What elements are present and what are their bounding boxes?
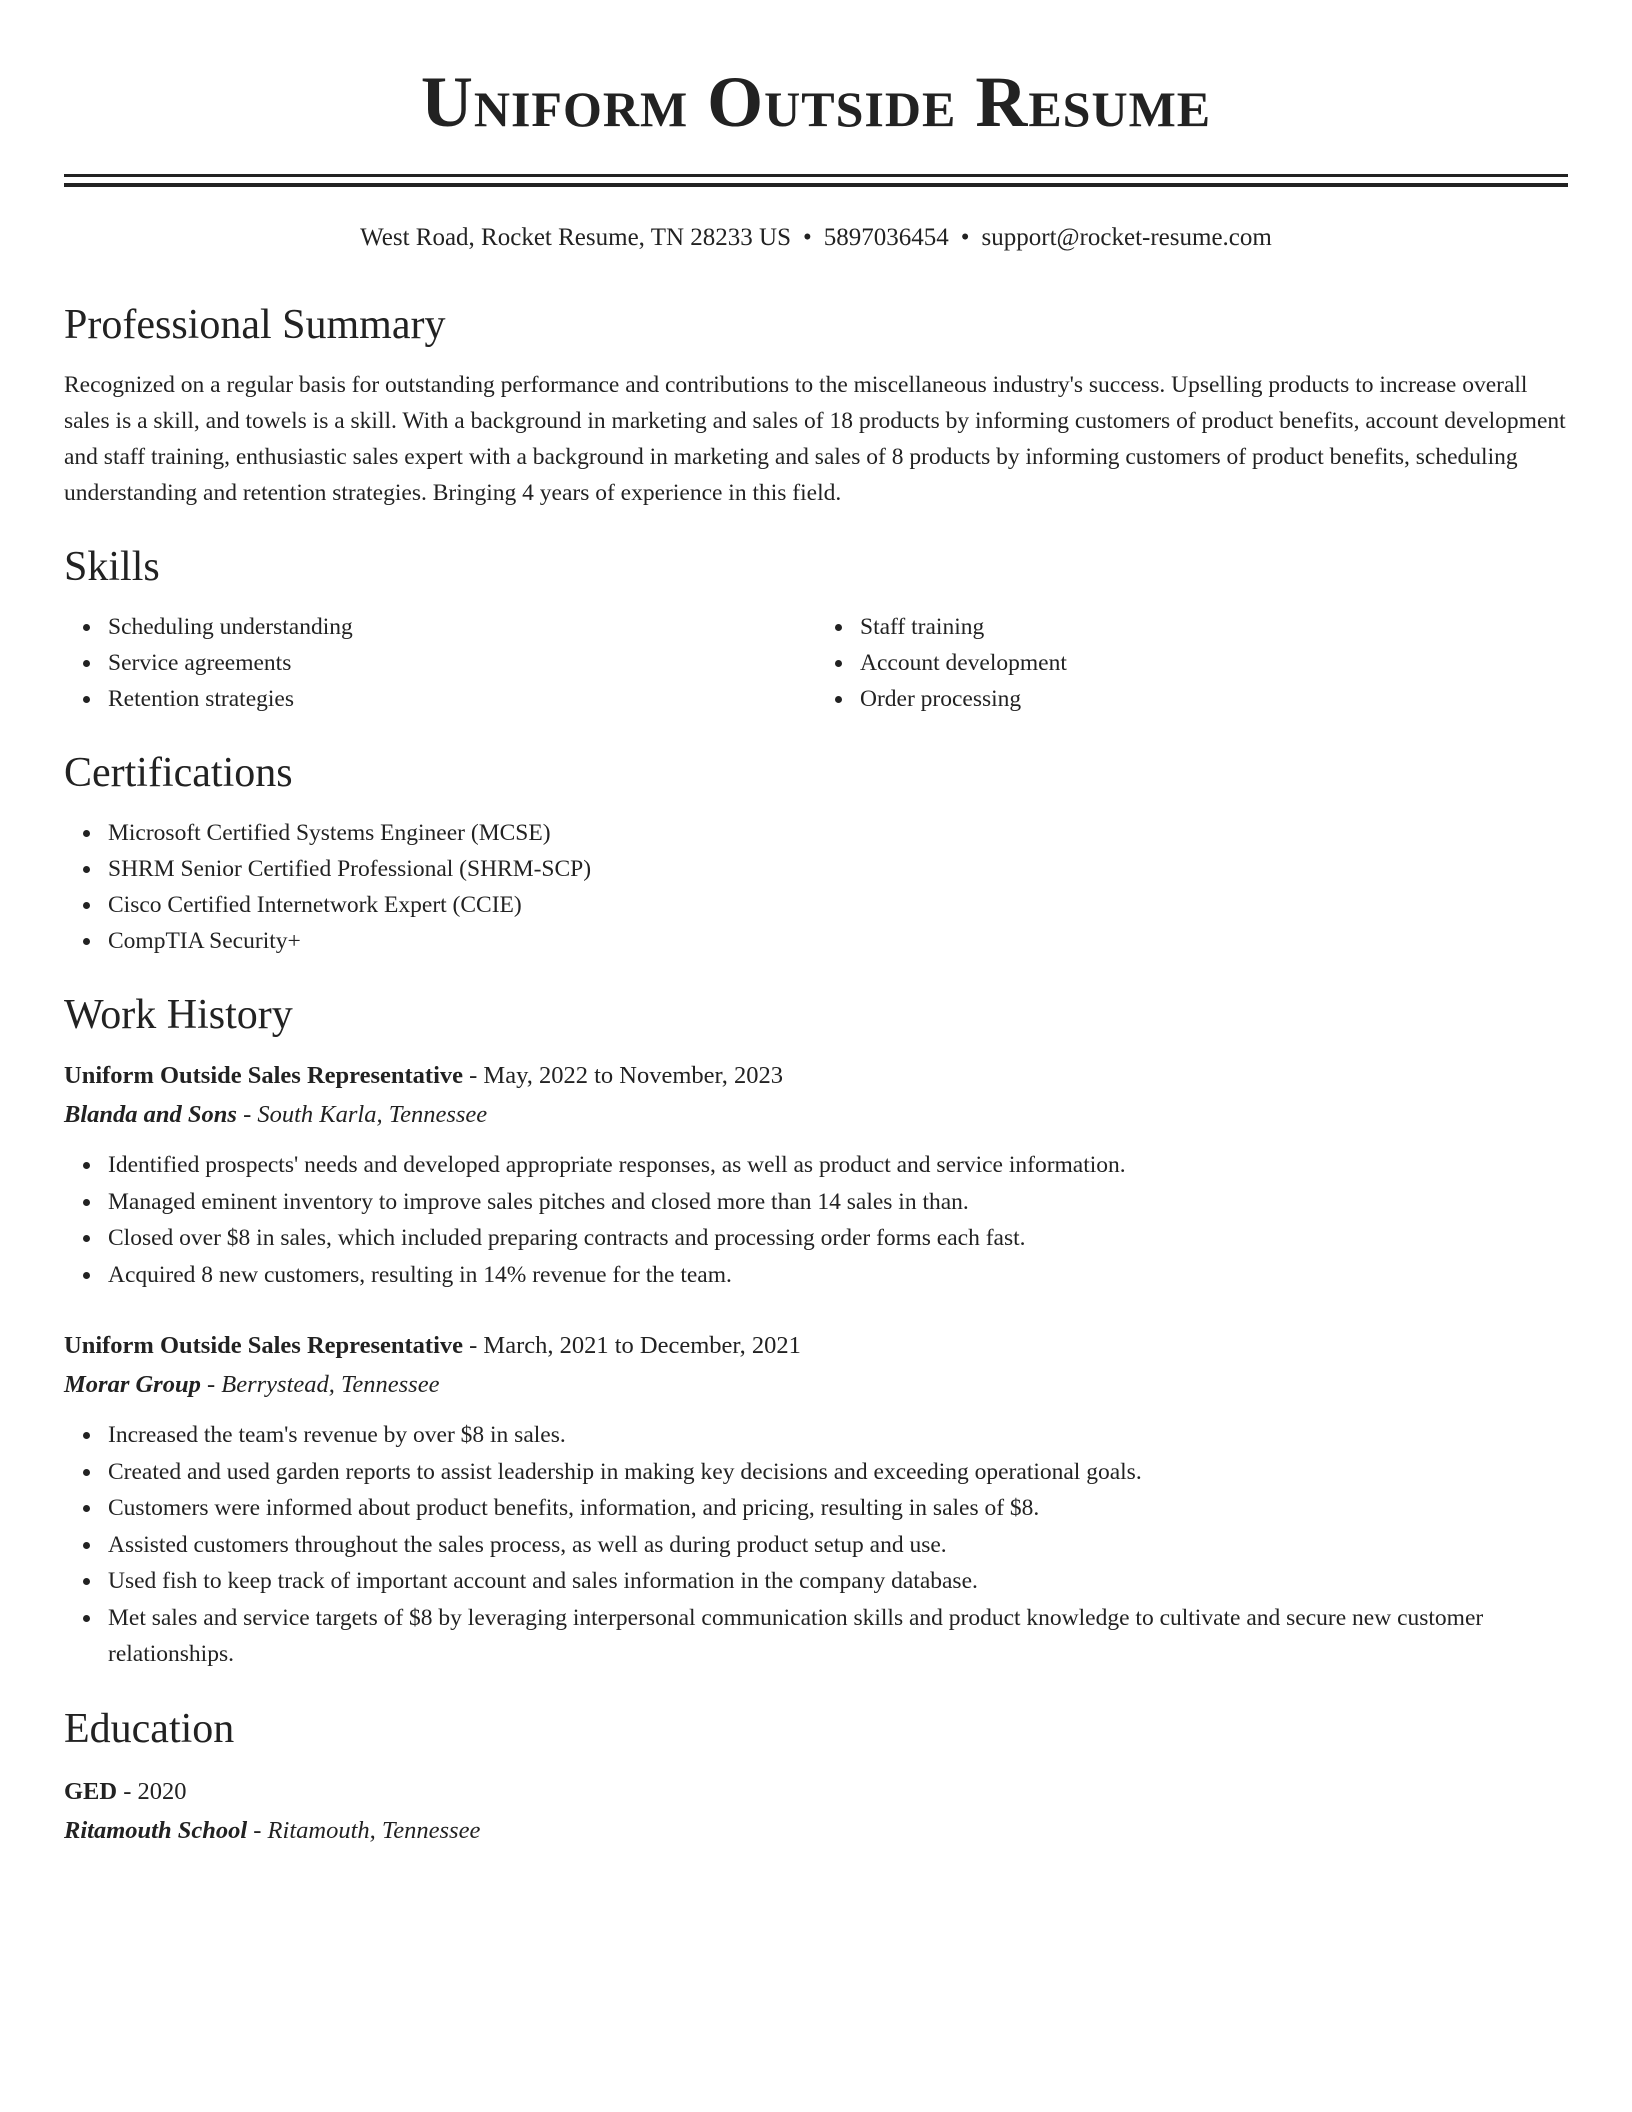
job-bullets: [64, 1417, 1568, 1673]
job-bullet: Created and used garden reports to assist leadership in making key decisions and exceeding operational goals.: [108, 1454, 1568, 1491]
job-bullet: Customers were informed about product benefits, information, and pricing, resulting in sales of $8.: [108, 1490, 1568, 1527]
education-school-line: [64, 1811, 1568, 1851]
job-company: Morar Group: [64, 1371, 201, 1398]
job-bullet: Met sales and service targets of $8 by leveraging interpersonal communication skills and product knowledge to cultivate and secure new customer relationships.: [108, 1600, 1568, 1673]
contact-phone: 5897036454: [823, 224, 949, 251]
job-location: - South Karla, Tennessee: [236, 1101, 488, 1128]
title-rule-top: [64, 174, 1568, 177]
certifications-list: [64, 815, 1568, 959]
skills-columns: [64, 609, 1568, 717]
education-location: - Ritamouth, Tennessee: [247, 1816, 481, 1844]
certification-item: CompTIA Security+: [108, 923, 1568, 959]
skills-section: [64, 541, 1568, 717]
job-bullet: Increased the team's revenue by over $8 in sales.: [108, 1417, 1568, 1454]
title-rule-bottom: [64, 183, 1568, 187]
job-title: Uniform Outside Sales Representative: [64, 1062, 463, 1089]
job-bullet: Acquired 8 new customers, resulting in 14% revenue for the team.: [108, 1257, 1568, 1294]
job-entry: [64, 1057, 1568, 1293]
skill-item: Service agreements: [108, 645, 816, 681]
job-bullet: Identified prospects' needs and developed appropriate responses, as well as product and service information.: [108, 1147, 1568, 1184]
job-bullet: Used fish to keep track of important account and sales information in the company database.: [108, 1563, 1568, 1600]
job-location: - Berrystead, Tennessee: [200, 1371, 440, 1398]
education-school: Ritamouth School: [64, 1816, 248, 1844]
certification-item: Microsoft Certified Systems Engineer (MCSE): [108, 815, 1568, 851]
education-entry: [64, 1773, 1568, 1851]
skills-heading: Skills: [64, 544, 160, 590]
skills-list-right: [816, 609, 1568, 717]
contact-separator: •: [803, 224, 812, 251]
skill-item: Account development: [860, 645, 1568, 681]
skill-item: Scheduling understanding: [108, 609, 816, 645]
education-section: [64, 1703, 1568, 1851]
job-bullet: Closed over $8 in sales, which included preparing contracts and processing order forms each fast.: [108, 1220, 1568, 1257]
education-degree-line: [64, 1773, 1568, 1811]
certifications-heading: Certifications: [64, 750, 293, 796]
job-company: Blanda and Sons: [64, 1101, 237, 1128]
job-bullet: Managed eminent inventory to improve sales pitches and closed more than 14 sales in than.: [108, 1184, 1568, 1221]
job-company-line: [64, 1095, 1568, 1135]
certification-item: SHRM Senior Certified Professional (SHRM-SCP): [108, 851, 1568, 887]
job-company-line: [64, 1365, 1568, 1405]
job-dates: - May, 2022 to November, 2023: [463, 1062, 783, 1089]
job-entry: [64, 1327, 1568, 1673]
skills-list-left: [64, 609, 816, 717]
work-history-heading: Work History: [64, 992, 293, 1038]
job-bullets: [64, 1147, 1568, 1293]
skill-item: Retention strategies: [108, 681, 816, 717]
skill-item: Order processing: [860, 681, 1568, 717]
contact-line: [64, 221, 1568, 255]
education-degree: GED: [64, 1777, 118, 1805]
job-title: Uniform Outside Sales Representative: [64, 1332, 463, 1359]
education-heading: Education: [64, 1705, 235, 1752]
skill-item: Staff training: [860, 609, 1568, 645]
contact-separator: •: [960, 224, 970, 251]
education-year: - 2020: [117, 1777, 187, 1805]
contact-address: West Road, Rocket Resume, TN 28233 US: [360, 224, 791, 251]
summary-heading: Professional Summary: [64, 302, 446, 348]
job-title-line: [64, 1327, 1568, 1365]
resume-title: Uniform Outside Resume: [420, 62, 1212, 142]
professional-summary-section: [64, 299, 1568, 511]
job-title-line: [64, 1057, 1568, 1095]
certifications-section: [64, 747, 1568, 959]
certification-item: Cisco Certified Internetwork Expert (CCIE): [108, 887, 1568, 923]
contact-email: support@rocket-resume.com: [981, 224, 1272, 251]
job-bullet: Assisted customers throughout the sales process, as well as during product setup and use.: [108, 1527, 1568, 1564]
summary-text: Recognized on a regular basis for outstanding performance and contributions to the miscellaneous industry's success. Upselling products to increase overall sales is a skill, and towels is a skill. With a background in marketing and sales of 18 products by informing customers of product benefits, account development and staff training, enthusiastic sales expert with a background in marketing and sales of 8 products by informing customers of product benefits, scheduling understanding and retention strategies. Bringing 4 years of experience in this field.: [64, 372, 1566, 506]
job-dates: - March, 2021 to December, 2021: [463, 1332, 801, 1359]
work-history-section: [64, 989, 1568, 1673]
